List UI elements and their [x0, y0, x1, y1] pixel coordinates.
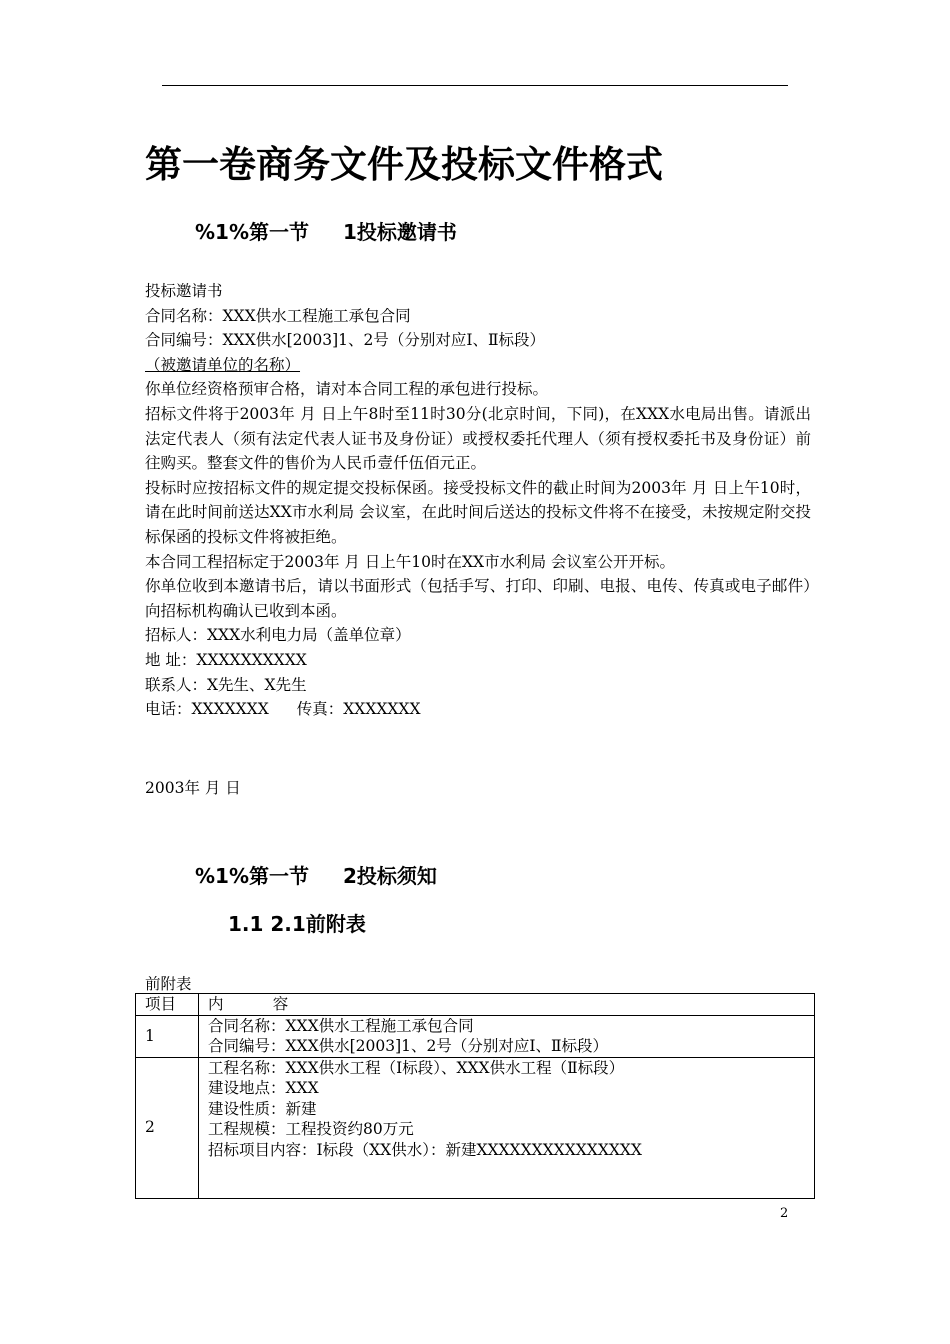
- contract-number: 合同编号：XXX供水[2003]1、2号（分别对应Ⅰ、Ⅱ标段）: [145, 331, 546, 350]
- paragraph-opening: 本合同工程招标定于2003年 月 日上午10时在XX市水利局 会议室公开开标。: [145, 552, 676, 571]
- row-item: 2: [136, 1057, 199, 1198]
- section-2-number: %1%第一节: [195, 864, 309, 888]
- tenderer: 招标人：XXX水利电力局（盖单位章）: [145, 626, 411, 645]
- invitation-letter: [145, 279, 811, 722]
- row-line: 工程规模：工程投资约80万元: [208, 1120, 414, 1138]
- section-2-title: 2投标须知: [343, 864, 437, 888]
- invitee-name: （被邀请单位的名称）: [145, 355, 301, 374]
- letter-heading: 投标邀请书: [145, 282, 223, 300]
- row-line: 工程名称：XXX供水工程（Ⅰ标段）、XXX供水工程（Ⅱ标段）: [208, 1058, 625, 1077]
- paragraph-qualification: 你单位经资格预审合格，请对本合同工程的承包进行投标。: [145, 380, 549, 399]
- table-caption: 前附表: [145, 975, 192, 993]
- paragraph-confirmation: 你单位收到本邀请书后，请以书面形式（包括手写、打印、印刷、电报、电传、传真或电子邮件）向招标机构确认已收到本函。: [145, 577, 811, 620]
- table-row: [136, 1057, 815, 1198]
- letter-date: 2003年 月 日: [145, 779, 241, 797]
- phone: 电话：XXXXXXX: [145, 700, 269, 719]
- table-row: [136, 1015, 815, 1057]
- paragraph-deadline: 投标时应按招标文件的规定提交投标保函。接受投标文件的截止时间为2003年 月 日上午10时，请在此时间前送达XX市水利局 会议室，在此时间后送达的投标文件将不在接受，未按规定附交投标保函的投标文件将被拒绝。: [145, 478, 811, 546]
- front-table: [135, 993, 815, 1199]
- paragraph-sale: 招标文件将于2003年 月 日上午8时至11时30分(北京时间，下同)，在XXX水电局出售。请派出法定代表人（须有法定代表人证书及身份证）或授权委托代理人（须有授权委托书及身份证）前往购买。整套文件的售价为人民币壹仟伍佰元正。: [145, 404, 811, 473]
- contract-name: 合同名称：XXX供水工程施工承包合同: [145, 306, 411, 325]
- header-item: 项目: [136, 994, 199, 1016]
- page-number: 2: [780, 1206, 789, 1221]
- header-rule: [162, 85, 788, 86]
- row-line: 建设性质：新建: [208, 1099, 317, 1118]
- row-line: 招标项目内容：Ⅰ标段（XX供水）：新建XXXXXXXXXXXXXXX: [208, 1140, 642, 1159]
- section-2-heading: [195, 860, 437, 889]
- row-item: 1: [136, 1015, 199, 1057]
- header-content: 内 容: [199, 994, 815, 1016]
- subsection-heading: 1.1 2.1前附表: [228, 912, 366, 936]
- section-1-title: 1投标邀请书: [343, 220, 457, 244]
- address: 地 址：XXXXXXXXXX: [145, 650, 307, 669]
- row-line: 建设地点：XXX: [208, 1079, 319, 1097]
- table-header-row: [136, 994, 815, 1016]
- row-content: [199, 1057, 815, 1198]
- contact-person: 联系人：X先生、X先生: [145, 675, 307, 694]
- row-line: 合同编号：XXX供水[2003]1、2号（分别对应Ⅰ、Ⅱ标段）: [208, 1037, 609, 1055]
- section-1-heading: [195, 216, 457, 245]
- row-line: 合同名称：XXX供水工程施工承包合同: [208, 1016, 474, 1035]
- row-content: [199, 1015, 815, 1057]
- volume-title: 第一卷商务文件及投标文件格式: [145, 143, 663, 186]
- section-1-number: %1%第一节: [195, 220, 309, 244]
- fax: 传真：XXXXXXX: [296, 700, 421, 719]
